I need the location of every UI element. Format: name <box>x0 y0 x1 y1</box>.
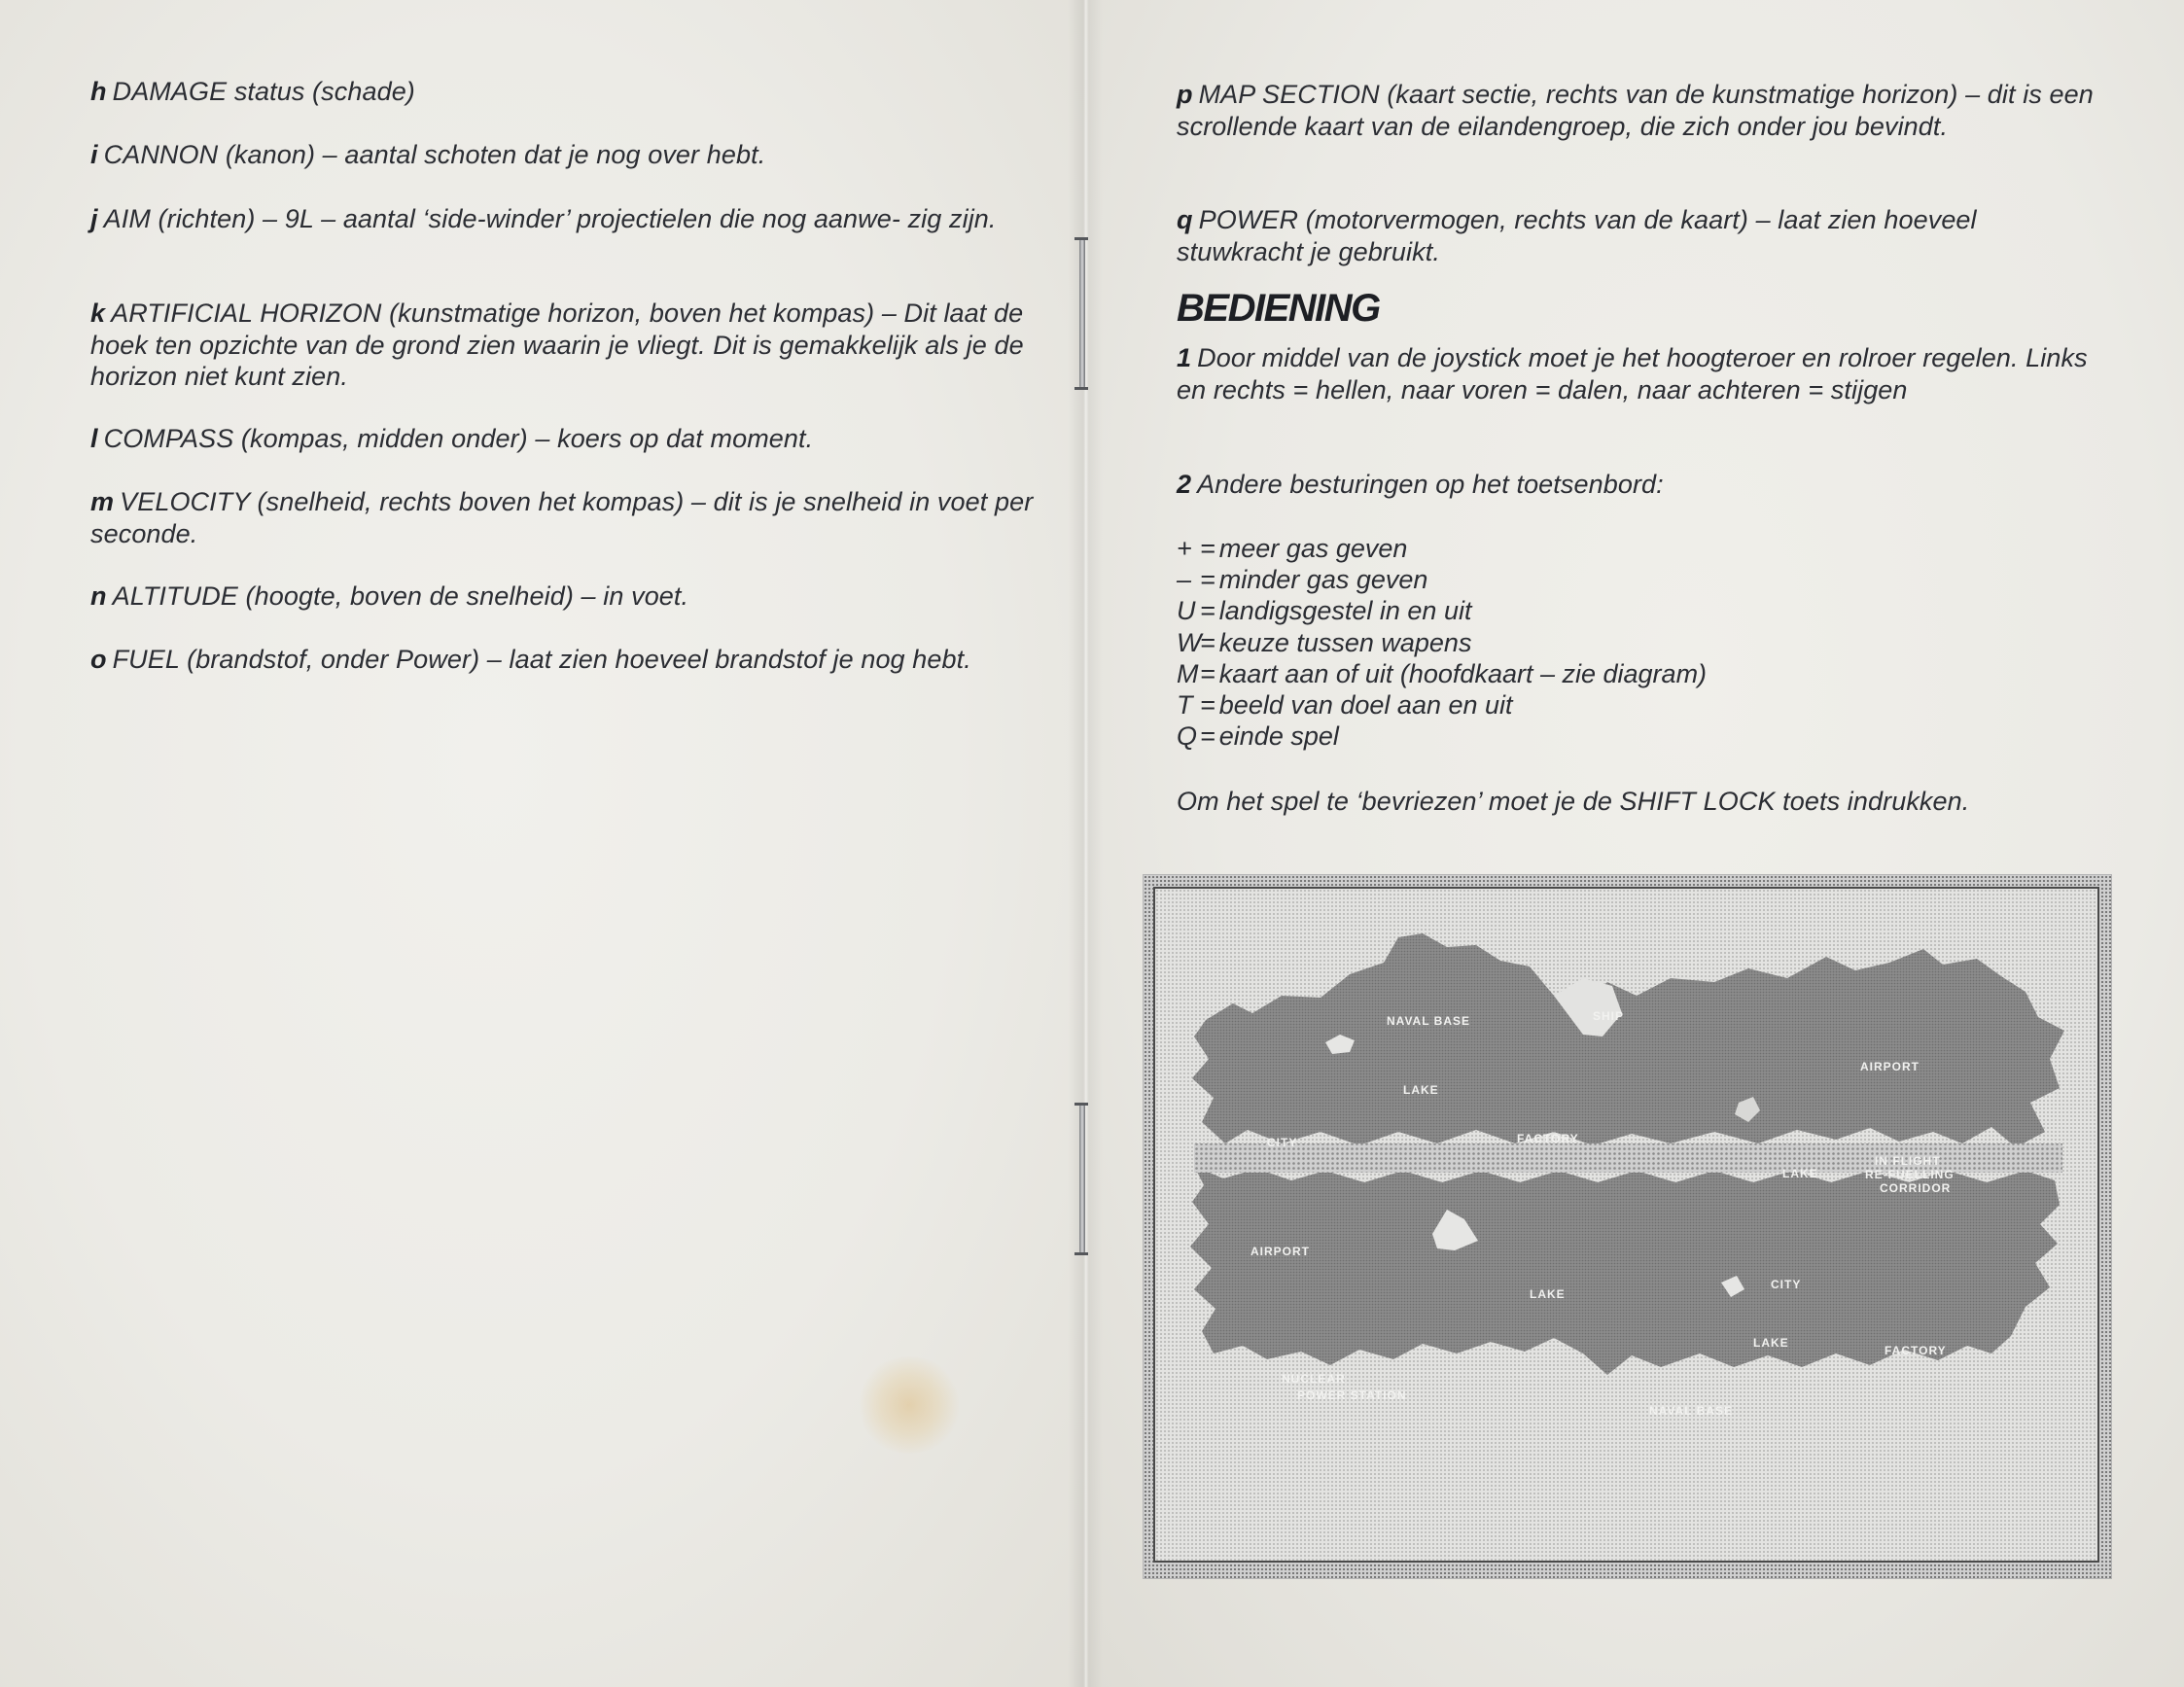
instruction-number: 2 <box>1177 470 1192 499</box>
map-label-factory: FACTORY <box>1885 1344 1947 1357</box>
key-row <box>1177 564 1955 595</box>
key-symbol: T <box>1177 690 1193 720</box>
map-label-city: CITY <box>1771 1278 1802 1291</box>
staple-top <box>1079 238 1085 389</box>
key-row <box>1177 689 1955 720</box>
item-letter: q <box>1177 205 1193 234</box>
staple-bottom <box>1079 1104 1085 1254</box>
key-row <box>1177 533 1955 564</box>
island-map <box>1153 887 2099 1563</box>
map-label-refuelling-1: IN FLIGHT <box>1875 1154 1941 1168</box>
item-letter: k <box>90 299 106 328</box>
island-map-diagram <box>1143 874 2112 1579</box>
map-label-ship: SHIP <box>1593 1009 1625 1023</box>
item-text: CANNON (kanon) – aantal schoten dat je nog over hebt. <box>103 140 766 169</box>
key-description: minder gas geven <box>1218 565 1428 595</box>
key-symbol: U <box>1177 596 1196 626</box>
key-row <box>1177 720 1955 752</box>
map-label-airport: AIRPORT <box>1251 1245 1310 1258</box>
map-label-nuclear-1: NUCLEAR <box>1282 1372 1346 1386</box>
map-label-naval-base: NAVAL BASE <box>1387 1014 1471 1028</box>
item-text: ALTITUDE (hoogte, boven de snelheid) – in voet. <box>112 581 689 611</box>
map-label-lake: LAKE <box>1403 1083 1439 1097</box>
map-label-lake: LAKE <box>1530 1287 1566 1301</box>
equals-sign: = <box>1200 596 1215 626</box>
equals-sign: = <box>1200 534 1215 563</box>
item-letter: h <box>90 77 107 106</box>
instruction-text: Andere besturingen op het toetsenbord: <box>1197 470 1664 499</box>
key-description: meer gas geven <box>1218 534 1408 563</box>
item-artificial-horizon <box>90 298 1034 393</box>
instruction-number: 1 <box>1177 343 1192 372</box>
map-label-naval-base: NAVAL BASE <box>1649 1404 1734 1418</box>
item-text: FUEL (brandstof, onder Power) – laat zien hoeveel brandstof je nog hebt. <box>112 645 971 674</box>
item-letter: m <box>90 487 115 516</box>
item-letter: n <box>90 581 107 611</box>
key-symbol: W <box>1177 627 1202 657</box>
key-symbol: – <box>1177 565 1192 595</box>
map-label-nuclear-2: POWER STATION <box>1297 1388 1407 1402</box>
key-description: kaart aan of uit (hoofdkaart – zie diagram) <box>1218 658 1708 688</box>
map-label-lake: LAKE <box>1753 1336 1789 1350</box>
staple-bottom-end-1 <box>1074 1103 1088 1106</box>
item-altitude <box>90 580 1034 613</box>
map-label-refuelling-2: RE-FUELLING <box>1865 1168 1955 1181</box>
map-label-city: CITY <box>1267 1136 1298 1149</box>
key-symbol: + <box>1177 534 1192 563</box>
equals-sign: = <box>1200 658 1215 688</box>
item-letter: p <box>1177 80 1193 109</box>
item-fuel <box>90 644 1034 676</box>
paper-stain <box>856 1356 963 1454</box>
equals-sign: = <box>1200 627 1215 657</box>
item-aim <box>90 203 1034 235</box>
equals-sign: = <box>1200 565 1215 595</box>
key-row <box>1177 595 1955 626</box>
item-text: DAMAGE status (schade) <box>112 77 415 106</box>
map-label-lake: LAKE <box>1782 1167 1818 1180</box>
item-map-section <box>1177 79 2110 142</box>
item-damage <box>90 76 1014 108</box>
item-letter: j <box>90 204 98 233</box>
item-text: COMPASS (kompas, midden onder) – koers op dat moment. <box>103 424 814 453</box>
item-letter: o <box>90 645 107 674</box>
staple-bottom-end-2 <box>1074 1252 1088 1255</box>
map-label-factory: FACTORY <box>1517 1132 1579 1145</box>
key-row <box>1177 658 1955 689</box>
northern-island <box>1192 933 2064 1147</box>
section-heading: BEDIENING <box>1177 287 1380 330</box>
key-description: beeld van doel aan en uit <box>1218 690 1513 720</box>
staple-top-end-2 <box>1074 387 1088 390</box>
item-text: ARTIFICIAL HORIZON (kunstmatige horizon, boven het kompas) – Dit laat de hoek ten opzichte van de grond zien waarin je vliegt. Dit is gemakkelijk als je de horizon niet kunt zien. <box>90 299 1024 391</box>
item-letter: i <box>90 140 98 169</box>
instruction-keyboard <box>1177 469 2110 501</box>
booklet-gutter <box>1068 0 1103 1687</box>
staple-top-end-1 <box>1074 237 1088 240</box>
item-compass <box>90 423 1034 455</box>
instruction-text: Door middel van de joystick moet je het hoogteroer en rolroer regelen. Links en rechts = hellen, naar voren = dalen, naar achteren = stijgen <box>1177 343 2088 404</box>
equals-sign: = <box>1200 721 1215 752</box>
instruction-joystick <box>1177 342 2110 405</box>
item-text: AIM (richten) – 9L – aantal ‘side-winder’ projectielen die nog aanwe- zig zijn. <box>103 204 997 233</box>
island-map-graphic <box>1155 889 2099 1563</box>
key-symbol: M <box>1177 658 1199 688</box>
key-symbol: Q <box>1177 721 1198 752</box>
item-text: POWER (motorvermogen, rechts van de kaart) – laat zien hoeveel stuwkracht je gebruikt. <box>1177 205 1977 266</box>
item-text: VELOCITY (snelheid, rechts boven het kompas) – dit is je snelheid in voet per seconde. <box>90 487 1034 548</box>
key-list <box>1177 533 1955 752</box>
key-description: landigsgestel in en uit <box>1218 596 1472 626</box>
key-description: keuze tussen wapens <box>1218 627 1472 657</box>
freeze-note: Om het spel te ‘bevriezen’ moet je de SHIFT LOCK toets indrukken. <box>1177 787 1970 816</box>
map-label-refuelling-3: CORRIDOR <box>1880 1181 1952 1195</box>
item-velocity <box>90 486 1034 549</box>
map-label-airport: AIRPORT <box>1860 1060 1920 1073</box>
key-row <box>1177 627 1955 658</box>
item-letter: l <box>90 424 98 453</box>
equals-sign: = <box>1200 690 1215 720</box>
item-cannon <box>90 139 1014 171</box>
key-description: einde spel <box>1218 721 1339 752</box>
item-text: MAP SECTION (kaart sectie, rechts van de kunstmatige horizon) – dit is een scrollende kaart van de eilandengroep, die zich onder jou bevindt. <box>1177 80 2094 141</box>
item-power <box>1177 204 2110 267</box>
